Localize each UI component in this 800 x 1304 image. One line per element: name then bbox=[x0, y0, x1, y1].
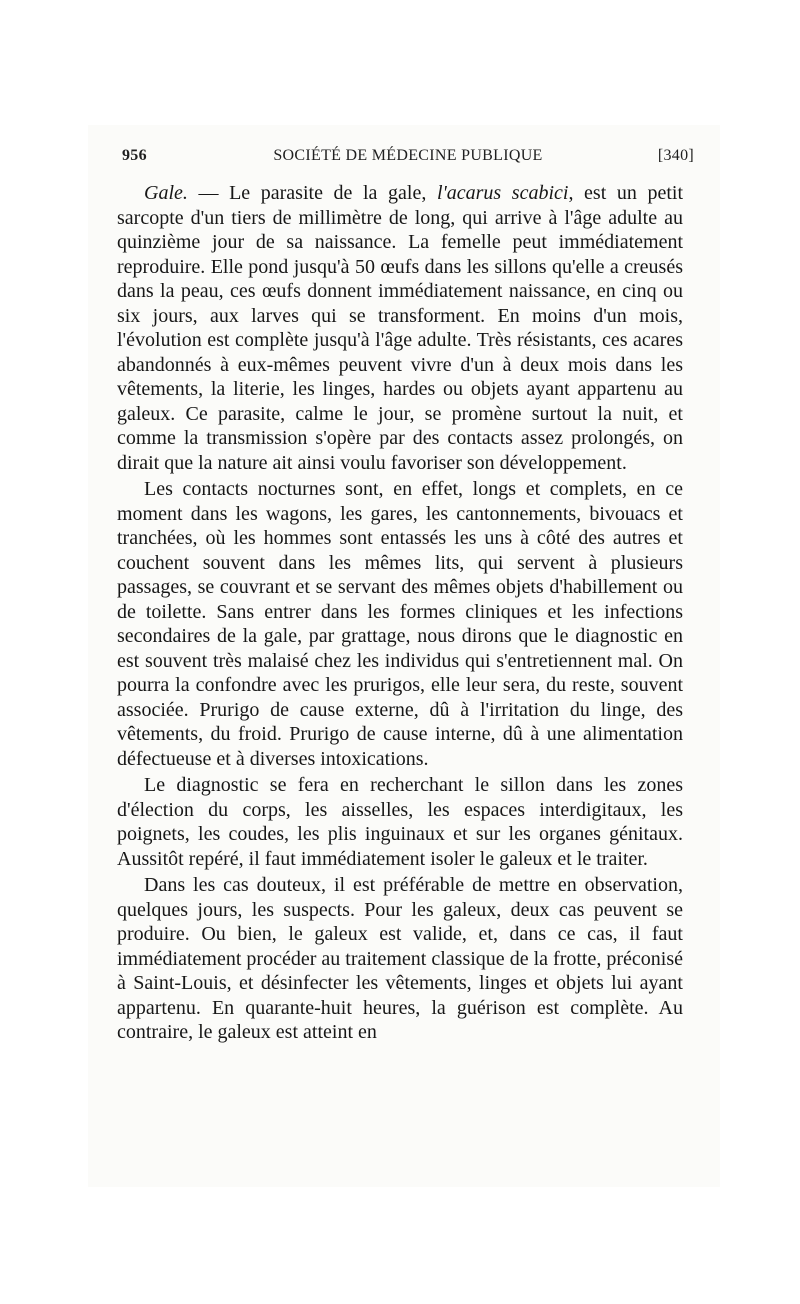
paragraph-cas-douteux bbox=[117, 873, 683, 1045]
running-header bbox=[122, 147, 694, 169]
paragraph-text: Les contacts nocturnes sont, en effet, longs et complets, en ce moment dans les wagons, les gares, les cantonnements, bivouacs et tranchées, où les hommes sont entassés les uns à côté des autres et couchent souvent dans les mêmes lits, qui servent à plusieurs passages, se couvrant et se servant des mêmes objets d'habillement ou de toilette. Sans entrer dans les formes cliniques et les infections secondaires de la gale, par grattage, nous dirons que le diagnostic en est souvent très malaisé chez les individus qui s'entretiennent mal. On pourra la confondre avec les prurigos, elle leur sera, du reste, souvent associée. Prurigo de cause externe, dû à l'irritation du linge, des vêtements, du froid. Prurigo de cause interne, dû à une alimentation défectueuse et à diverses intoxications. bbox=[117, 478, 683, 770]
paragraph-text: — Le parasite de la gale, bbox=[187, 182, 437, 204]
paragraph-diagnostic bbox=[117, 773, 683, 871]
paragraph-gale bbox=[117, 181, 683, 475]
body-text bbox=[117, 181, 683, 1045]
paragraph-text: Dans les cas douteux, il est préférable de mettre en observation, quelques jours, les suspects. Pour les galeux, deux cas peuvent se produire. Ou bien, le galeux est valide, et, dans ce cas, il faut immédiatement procéder au traitement classique de la frotte, préconisé à Saint-Louis, et désinfecter les vêtements, linges et objets lui ayant appartenu. En quarante-huit heures, la guérison est complète. Au contraire, le galeux est atteint en bbox=[117, 874, 683, 1043]
page-reference: [340] bbox=[657, 147, 694, 164]
paragraph-contacts bbox=[117, 477, 683, 771]
paragraph-text: , est un petit sarcopte d'un tiers de millimètre de long, qui arrive à l'âge adulte au quinzième jour de sa naissance. La femelle peut immédiatement reproduire. Elle pond jusqu'à 50 œufs dans les sillons qu'elle a creusés dans la peau, ces œufs donnent immédiatement naissance, en cinq ou six jours, aux larves qui se transforment. En moins d'un mois, l'évolution est complète jusqu'à l'âge adulte. Très résistants, ces acares abandonnés à eux-mêmes peuvent vivre d'un à deux mois dans les vêtements, la literie, les linges, hardes ou objets ayant appartenu au galeux. Ce parasite, calme le jour, se promène surtout la nuit, et comme la transmission s'opère par des contacts assez prolongés, on dirait que la nature ait ainsi voulu favoriser son développement. bbox=[117, 182, 684, 474]
page-number: 956 bbox=[122, 147, 147, 164]
running-title: SOCIÉTÉ DE MÉDECINE PUBLIQUE bbox=[273, 147, 543, 164]
paragraph-text: Le diagnostic se fera en recherchant le sillon dans les zones d'élection du corps, les aisselles, les espaces interdigitaux, les poignets, les coudes, les plis inguinaux et sur les organes génitaux. Aussitôt repéré, il faut immédiatement isoler le galeux et le traiter. bbox=[117, 774, 683, 870]
section-lead: Gale. bbox=[144, 182, 188, 204]
latin-term: l'acarus scabici bbox=[436, 182, 569, 204]
